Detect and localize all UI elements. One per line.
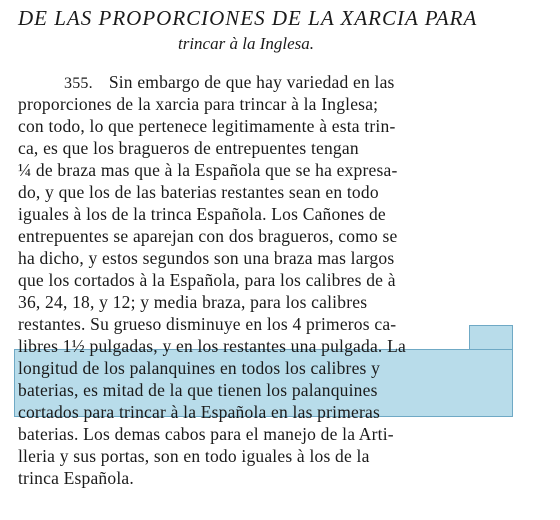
- paragraph-line: ¼ de braza mas que à la Española que se ha expresa-: [18, 160, 398, 180]
- paragraph-line: cortados para trincar à la Española en las primeras: [18, 402, 380, 422]
- paragraph-line: restantes. Su grueso disminuye en los 4 primeros ca-: [18, 314, 397, 334]
- section-subheading: trincar à la Inglesa.: [178, 34, 314, 53]
- paragraph-line: trinca Española.: [18, 468, 134, 488]
- paragraph-line: Sin embargo de que hay variedad en las: [108, 72, 395, 92]
- paragraph-line: que los cortados à la Española, para los calibres de à: [18, 270, 396, 290]
- paragraph-line: libres 1½ pulgadas, y en los restantes una pulgada. La: [18, 336, 406, 356]
- paragraph-line: baterias, es mitad de la que tienen los palanquines: [18, 380, 378, 400]
- paragraph-line: entrepuentes se aparejan con dos bragueros, como se: [18, 226, 398, 246]
- paragraph-line: do, y que los de las baterias restantes sean en todo: [18, 182, 379, 202]
- paragraph-line: longitud de los palanquines en todos los calibres y: [18, 358, 381, 378]
- paragraph-line: ha dicho, y estos segundos son una braza mas largos: [18, 248, 395, 268]
- section-heading: DE LAS PROPORCIONES DE LA XARCIA PARA: [18, 6, 478, 30]
- paragraph-first-line: [18, 72, 492, 94]
- paragraph-line: iguales à los de la trinca Española. Los Cañones de: [18, 204, 386, 224]
- paragraph-line: proporciones de la xarcia para trincar à la Inglesa;: [18, 94, 379, 114]
- paragraph-line: 36, 24, 18, y 12; y media braza, para los calibres: [18, 292, 368, 312]
- paragraph-line: ca, es que los bragueros de entrepuentes tengan: [18, 138, 359, 158]
- paragraph-line: con todo, lo que pertenece legitimamente à esta trin-: [18, 116, 396, 136]
- paragraph-line: baterias. Los demas cabos para el manejo de la Arti-: [18, 424, 394, 444]
- paragraph-line: lleria y sus portas, son en todo iguales à los de la: [18, 446, 370, 466]
- paragraph-number: 355.: [64, 75, 93, 92]
